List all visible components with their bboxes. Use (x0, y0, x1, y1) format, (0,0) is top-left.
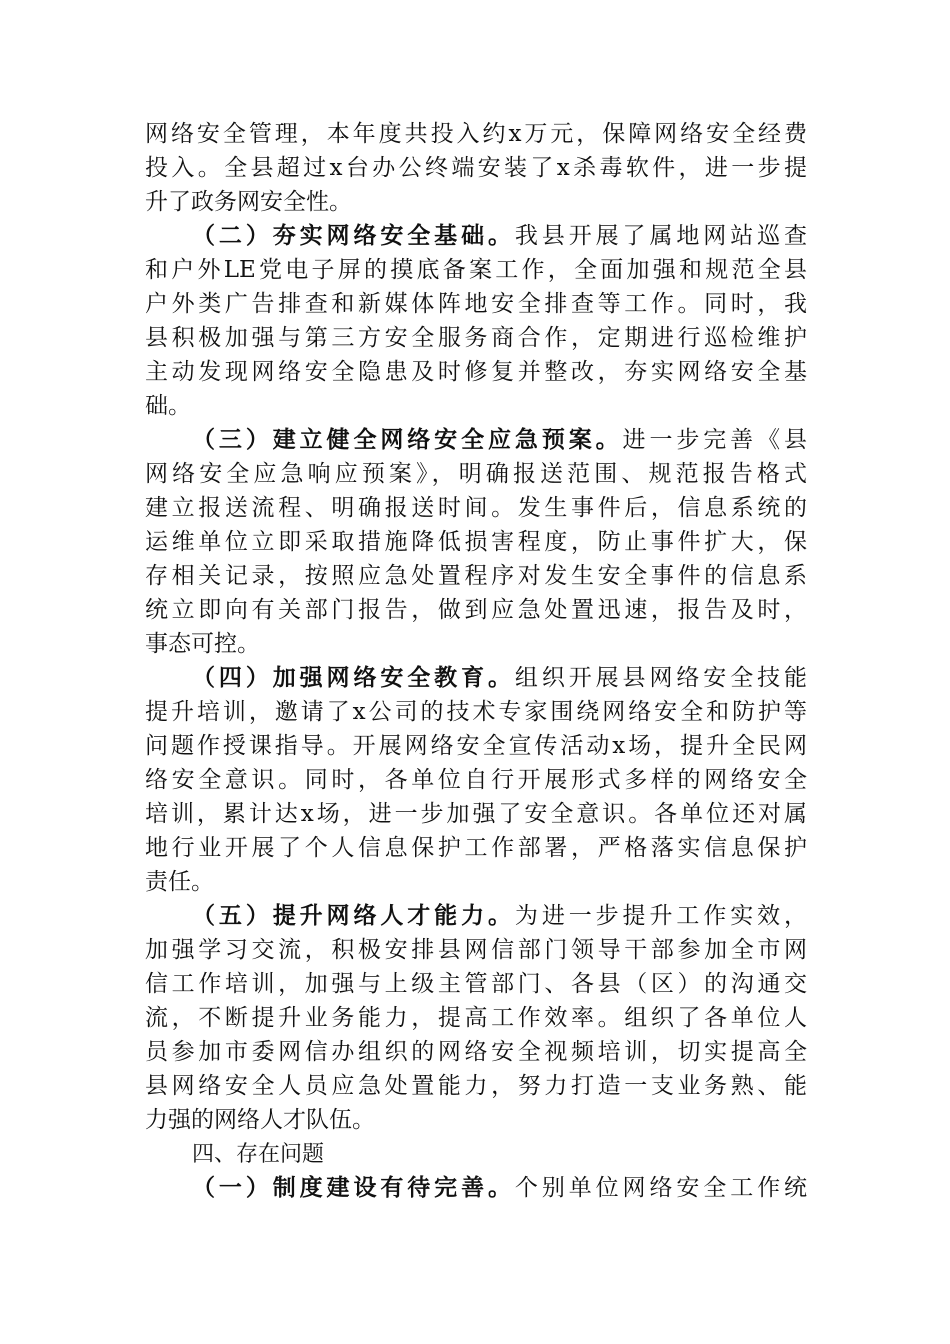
text-line (145, 491, 807, 525)
line-text: 责任。 (145, 869, 214, 895)
text-line (145, 321, 807, 355)
line-text: 主动发现网络安全隐患及时修复并整改，夯实网络安全基 (145, 359, 807, 385)
line-text: 力强的网络人才队伍。 (145, 1107, 375, 1133)
text-line (145, 185, 807, 219)
text-line (145, 355, 807, 389)
paragraph-heading: （五）提升网络人才能力。 (192, 902, 515, 929)
text-line (145, 933, 807, 967)
line-text: 组织开展县网络安全技能 (514, 665, 807, 691)
section-heading (145, 1137, 807, 1171)
text-line (145, 1001, 807, 1035)
text-line (145, 627, 807, 661)
line-text: 个别单位网络安全工作统 (514, 1175, 807, 1201)
line-text: 投入。全县超过x台办公终端安装了x杀毒软件，进一步提 (145, 155, 807, 181)
text-line (145, 151, 807, 185)
line-text: 网络安全管理，本年度共投入约x万元，保障网络安全经费 (145, 121, 807, 147)
text-line (145, 967, 807, 1001)
line-text: 培训，累计达x场，进一步加强了安全意识。各单位还对属 (145, 801, 807, 827)
text-line (145, 1035, 807, 1069)
text-line (145, 831, 807, 865)
text-line (145, 865, 807, 899)
text-line (145, 457, 807, 491)
text-line (145, 1103, 807, 1137)
line-text: 建立报送流程、明确报送时间。发生事件后，信息系统的 (145, 495, 807, 521)
text-line (145, 763, 807, 797)
line-text: 户外类广告排查和新媒体阵地安全排查等工作。同时，我 (145, 291, 807, 317)
text-line (145, 253, 807, 287)
text-line (145, 219, 807, 253)
line-text: 础。 (145, 393, 191, 419)
line-text: 升了政务网安全性。 (145, 189, 352, 215)
line-text: 提升培训，邀请了x公司的技术专家围绕网络安全和防护等 (145, 699, 807, 725)
line-text: 问题作授课指导。开展网络安全宣传活动x场，提升全民网 (145, 733, 807, 759)
section-title: 四、存在问题 (192, 1142, 325, 1167)
text-line (145, 899, 807, 933)
line-text: 运维单位立即采取措施降低损害程度，防止事件扩大，保 (145, 529, 807, 555)
line-text: 县积极加强与第三方安全服务商合作，定期进行巡检维护 (145, 325, 807, 351)
line-text: 事态可控。 (145, 631, 260, 657)
text-line (145, 287, 807, 321)
line-text: 进一步完善《县 (622, 427, 807, 453)
line-text: 和户外LE党电子屏的摸底备案工作，全面加强和规范全县 (145, 257, 807, 283)
line-text: 网络安全应急响应预案》，明确报送范围、规范报告格式 (145, 461, 807, 487)
line-text: 信工作培训，加强与上级主管部门、各县（区）的沟通交 (145, 971, 807, 997)
line-text: 加强学习交流，积极安排县网信部门领导干部参加全市网 (145, 937, 807, 963)
line-text: 县网络安全人员应急处置能力，努力打造一支业务熟、能 (145, 1073, 807, 1099)
line-text: 络安全意识。同时，各单位自行开展形式多样的网络安全 (145, 767, 807, 793)
paragraph-heading: （四）加强网络安全教育。 (192, 664, 515, 691)
text-line (145, 661, 807, 695)
line-text: 为进一步提升工作实效， (514, 903, 807, 929)
text-line (145, 797, 807, 831)
paragraph-heading: （三）建立健全网络安全应急预案。 (192, 426, 623, 453)
text-line (145, 423, 807, 457)
document-body (145, 117, 807, 1205)
text-line (145, 117, 807, 151)
line-text: 统立即向有关部门报告，做到应急处置迅速，报告及时， (145, 597, 807, 623)
line-text: 员参加市委网信办组织的网络安全视频培训，切实提高全 (145, 1039, 807, 1065)
text-line (145, 695, 807, 729)
line-text: 我县开展了属地网站巡查 (514, 223, 807, 249)
paragraph-heading: （一）制度建设有待完善。 (192, 1174, 515, 1201)
text-line (145, 559, 807, 593)
text-line (145, 729, 807, 763)
line-text: 流，不断提升业务能力，提高工作效率。组织了各单位人 (145, 1005, 807, 1031)
text-line (145, 1171, 807, 1205)
line-text: 存相关记录，按照应急处置程序对发生安全事件的信息系 (145, 563, 807, 589)
paragraph-heading: （二）夯实网络安全基础。 (192, 222, 515, 249)
text-line (145, 1069, 807, 1103)
text-line (145, 525, 807, 559)
text-line (145, 593, 807, 627)
line-text: 地行业开展了个人信息保护工作部署，严格落实信息保护 (145, 835, 807, 861)
text-line (145, 389, 807, 423)
